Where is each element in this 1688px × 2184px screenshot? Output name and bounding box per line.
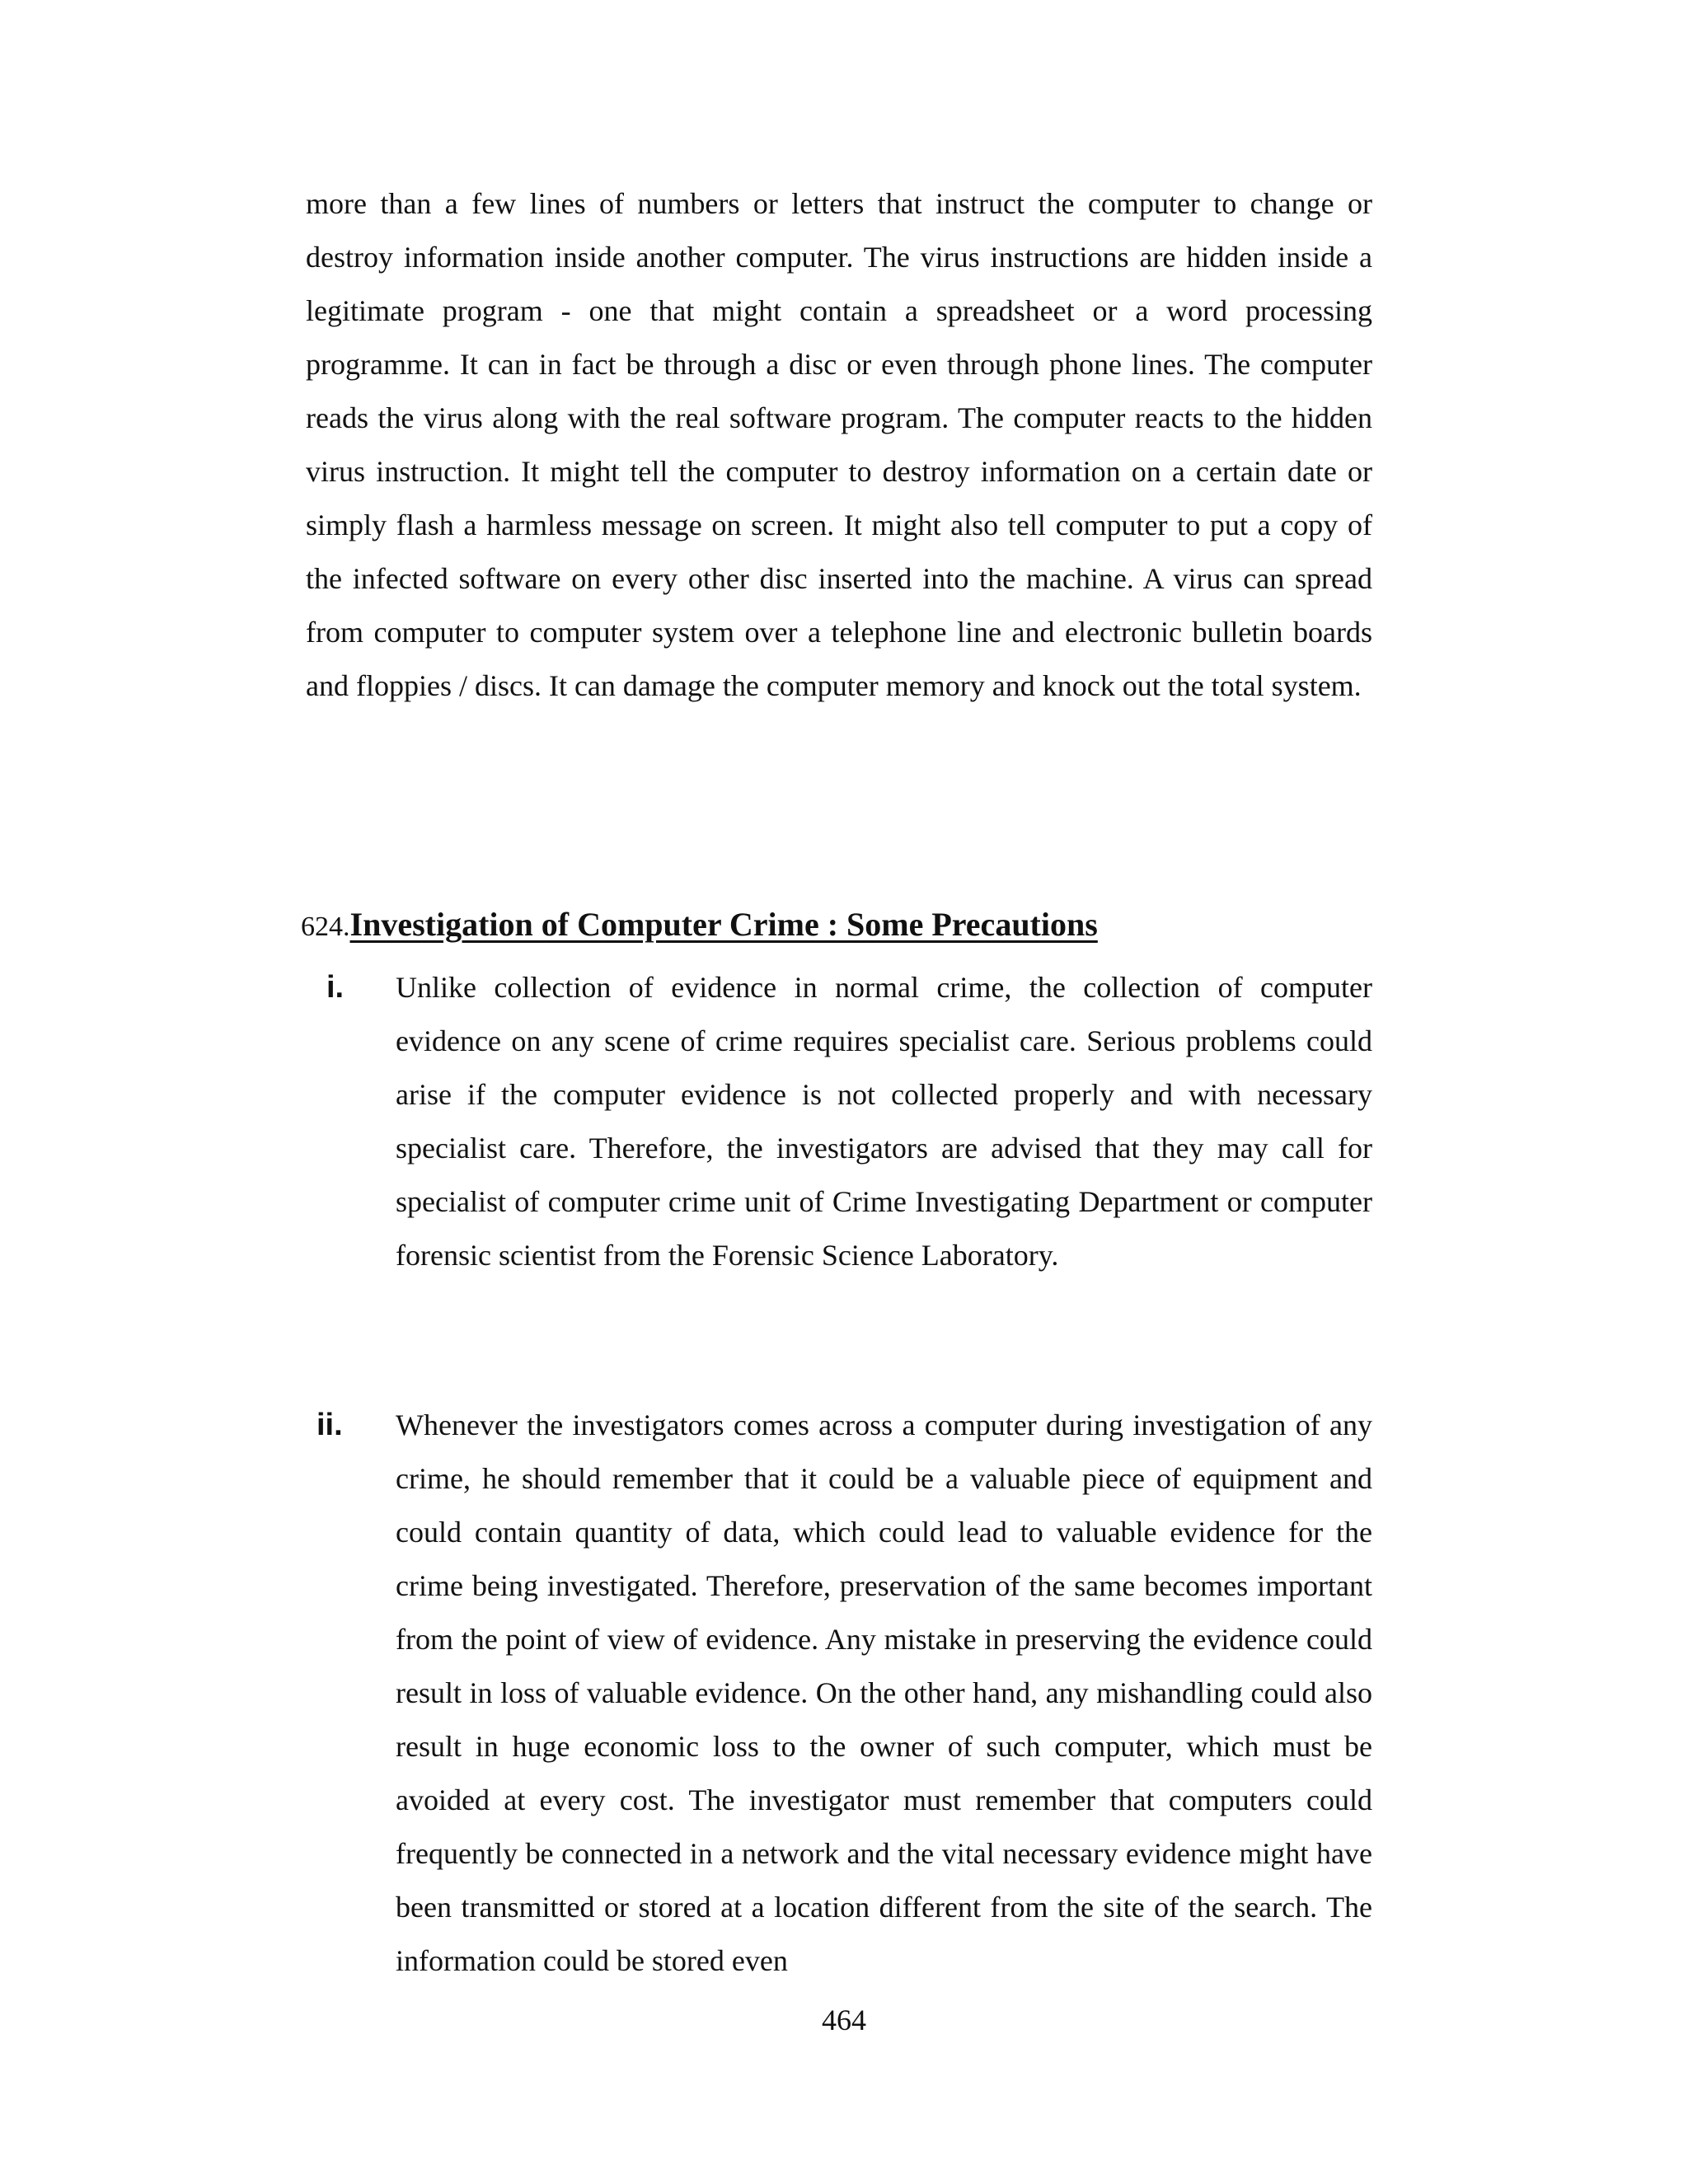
list-item-text: Whenever the investigators comes across a computer during investigation of any crime, he should remember that it could be a valuable piece of equipment and could contain quantity of data, which could lead to valuable evidence for the crime being investigated. Therefore, preservation of the same becomes important from the point of view of evidence. Any mistake in preserving the evidence could result in loss of valuable evidence. On the other hand, any mishandling could also result in huge economic loss to the owner of such computer, which must be avoided at every cost. The investigator must remember that computers could frequently be connected in a network and the vital necessary evidence might have been transmitted or stored at a location different from the site of the search. The information could be stored even <box>396 1408 1372 1977</box>
list-item-marker: ii. <box>316 1408 343 1442</box>
section-title: Investigation of Computer Crime : Some Precautions <box>349 906 1098 943</box>
list-item-text: Unlike collection of evidence in normal crime, the collection of computer evidence on any scene of crime requires specialist care. Serious problems could arise if the computer evidence is not collected properly and with necessary specialist care. Therefore, the investigators are advised that they may call for specialist of computer crime unit of Crime Investigating Department or computer forensic scientist from the Forensic Science Laboratory. <box>396 971 1372 1272</box>
page-number: 464 <box>822 2004 866 2036</box>
list-item-marker: i. <box>326 970 345 1005</box>
continued-paragraph: more than a few lines of numbers or letters that instruct the computer to change or destroy information inside another computer. The virus instructions are hidden inside a legitimate program - one that might contain a spreadsheet or a word processing programme. It can in fact be through a disc or even through phone lines. The computer reads the virus along with the real software program. The computer reacts to the hidden virus instruction. It might tell the computer to destroy information on a certain date or simply flash a harmless message on screen. It might also tell computer to put a copy of the infected software on every other disc inserted into the machine. A virus can spread from computer to computer system over a telephone line and electronic bulletin boards and floppies / discs. It can damage the computer memory and knock out the total system. <box>306 187 1372 702</box>
section-number: 624. <box>301 912 350 942</box>
section-heading <box>301 905 1098 944</box>
